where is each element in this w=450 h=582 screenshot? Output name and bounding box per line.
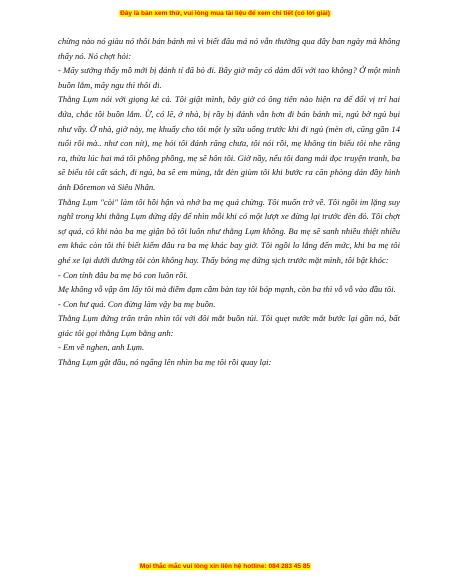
paragraph: - Mãy sướng thấy mồ mới bị đánh tí đã bỏ đi. Bây giờ mãy có dám đối với tao không? Ở một mình buồn lắm, mãy ngu thì thôi đi. [58, 65, 400, 90]
paragraph: Thằng Lụm nói với giọng kẻ cả. Tôi giật mình, bây giờ có ông tiên nào hiện ra để đổi vị trí hai đứa, chắc tôi buồn lắm. Ừ, có lẽ, ở nhà, bị rầy bị đánh vẫn hơn đi bán bánh mì, ngủ bờ ngủ bụi như vầy. Ở nhà, giờ này, mẹ khuấy cho tôi một ly sữa uống trước khi đi ngủ (mèn ơi, cũng gần 14 tuổi rồi mà.. như con nít), mẹ hỏi tôi đánh răng chưa, tôi nói rồi, mẹ không tin biểu tôi nhe răng ra, thừa lúc hai má tôi phồng phồng, mẹ sẽ hôn tôi. Giờ nầy, nếu tôi đang mải đọc truyện tranh, ba sẽ biểu tôi cất sách, đi ngủ, ba sẽ em mùng, tắt đèn giùm tôi khi bước ra căn phòng dán đầy hình ảnh Đôremon và Siêu Nhân. [58, 94, 400, 192]
paragraph: chừng nào nó giàu nó thôi bán bánh mì vì biết đâu má nó vẫn thường qua đây ban ngày mà không thấy nó. Nó chợt hỏi: [58, 36, 400, 61]
preview-notice-text: Đây là bản xem thử, vui lòng mua tài liệu để xem chi tiết (có lời giải) [120, 10, 330, 17]
paragraph: Mẹ không vỗ vập ôm lấy tôi mà điềm đạm cầm bàn tay tôi bóp mạnh, còn ba thì vỗ vỗ vào đầu tôi. [58, 284, 396, 295]
preview-notice-banner [0, 2, 450, 20]
story-text [58, 34, 400, 370]
paragraph: Thằng Lụm gật đầu, nó ngẩng lên nhìn ba mẹ tôi rồi quay lại: [58, 357, 272, 368]
paragraph: Thằng Lụm đứng trân trân nhìn tôi với đôi mắt buồn tủi. Tôi quẹt nước mắt bước lại gần nó, bất giác tôi gọi thằng Lụm bằng anh: [58, 313, 400, 338]
hotline-notice-banner [0, 555, 450, 573]
paragraph: - Con hư quá. Con đừng làm vậy ba mẹ buồn. [58, 298, 216, 309]
paragraph: - Em về nghen, anh Lụm. [58, 342, 145, 353]
hotline-notice-text: Mọi thắc mắc vui lòng xin liên hệ hotline: 084 283 45 85 [139, 563, 311, 570]
paragraph: - Con tính đâu ba mẹ bỏ con luôn rồi. [58, 269, 188, 280]
paragraph: Thằng Lụm "còi" làm tôi hồi hận và nhớ ba mẹ quá chừng. Tôi muốn trở về. Tôi ngồi im lặng suy nghĩ trong khi thằng Lụm đứng dậy để nhìn mỗi khi có một lượt xe đừng lại trước đèn đỏ. Tôi chợt sợ quá, có khi nào ba mẹ giận bỏ tôi luôn như thằng Lụm không. Ba mẹ sẽ sanh nhiều thiệt nhiều em khác còn tôi thì biết kiếm đâu ra ba mẹ khác bay giờ. Tôi ngồi lo lắng đến mức, khi ba mẹ tôi ghé xe lại dưới đường tôi còn không hay. Thấy bóng mẹ đứng sịch trước mặt mình, tôi bật khóc: [58, 196, 400, 265]
